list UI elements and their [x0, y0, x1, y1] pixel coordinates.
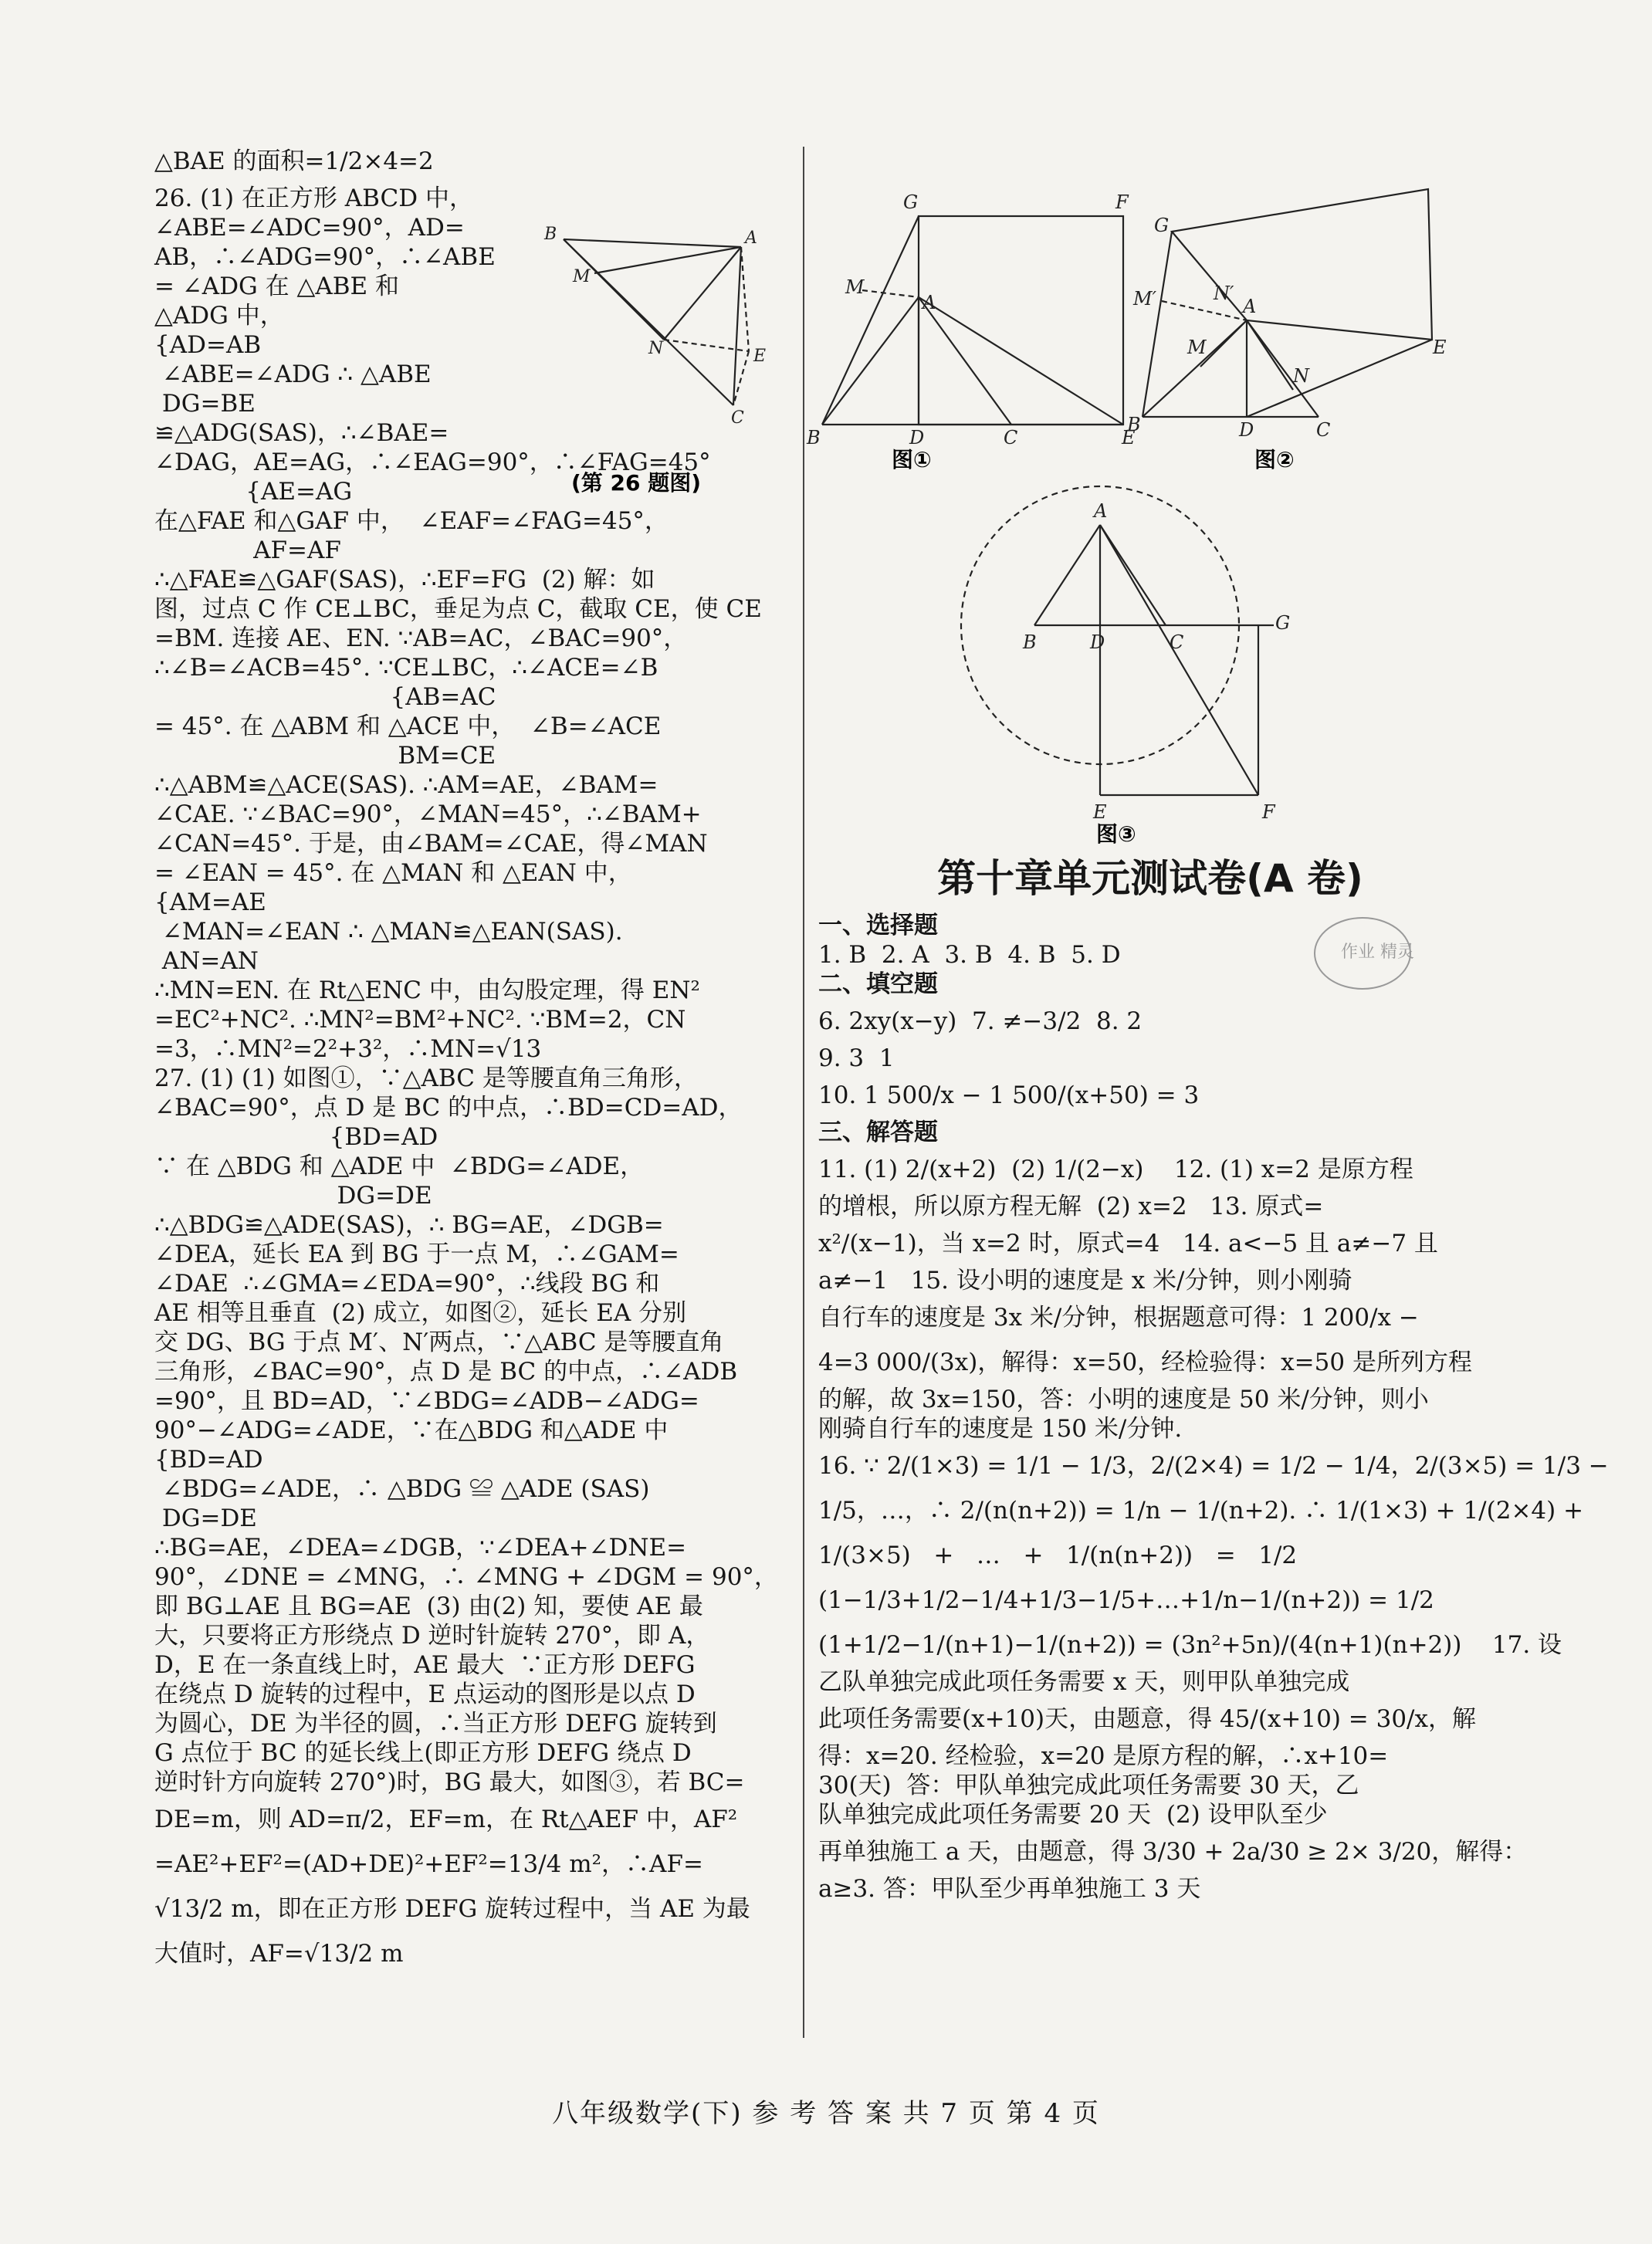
text-line: (1−1/3+1/2−1/4+1/3−1/5+…+1/n−1/(n+2)) = 1/2: [818, 1586, 1434, 1614]
text-line: 大，只要将正方形绕点 D 逆时针旋转 270°，即 A，: [154, 1622, 710, 1650]
figure-caption: 图③: [1096, 821, 1136, 847]
text-line: {BD=AD: [154, 1123, 438, 1151]
text-line: =90°，且 BD=AD，∵∠BDG=∠ADB−∠ADG=: [154, 1387, 699, 1415]
text-line: =EC²+NC². ∴MN²=BM²+NC². ∵BM=2，CN: [154, 1006, 686, 1034]
point-label: G: [903, 191, 919, 213]
point-label: E: [1433, 337, 1447, 358]
text-line: ∴△ABM≌△ACE(SAS). ∴AM=AE，∠BAM=: [154, 771, 658, 799]
chapter-title: 第十章单元测试卷(A 卷): [937, 856, 1363, 901]
text-line: {AE=AG: [154, 478, 353, 506]
text-line: 1/(3×5) + … + 1/(n(n+2)) = 1/2: [818, 1542, 1298, 1569]
text-line: 90°，∠DNE = ∠MNG，∴ ∠MNG + ∠DGM = 90°，: [154, 1563, 778, 1591]
text-line: ∠DAE ∴∠GMA=∠EDA=90°，∴线段 BG 和: [154, 1270, 660, 1298]
text-line: AF=AF: [154, 536, 341, 564]
figure-2: [1127, 185, 1451, 479]
point-label: C: [731, 408, 744, 428]
text-line: = 45°. 在 △ABM 和 △ACE 中， ∠B=∠ACE: [154, 712, 662, 740]
point-label: E: [1122, 427, 1136, 448]
text-line: 6. 2xy(x−y) 7. ≠−3/2 8. 2: [818, 1007, 1143, 1035]
text-line: {AM=AE: [154, 888, 266, 916]
point-label: N′: [1214, 283, 1234, 304]
text-line: ∠MAN=∠EAN ∴ △MAN≌△EAN(SAS).: [154, 918, 623, 946]
text-line: ∠DEA，延长 EA 到 BG 于一点 M，∴∠GAM=: [154, 1240, 679, 1268]
text-line: 1/5，…，∴ 2/(n(n+2)) = 1/n − 1/(n+2). ∴ 1/(1×3) + 1/(2×4) +: [818, 1497, 1584, 1525]
point-label: D: [909, 427, 925, 448]
text-line: 90°−∠ADG=∠ADE，∵在△BDG 和△ADE 中: [154, 1416, 669, 1444]
text-line: ∠BAC=90°，点 D 是 BC 的中点，∴BD=CD=AD，: [154, 1094, 743, 1122]
text-line: 10. 1 500/x − 1 500/(x+50) = 3: [818, 1081, 1200, 1109]
text-line: a≠−1 15. 设小明的速度是 x 米/分钟，则小刚骑: [818, 1267, 1352, 1295]
point-label: B: [544, 225, 557, 244]
text-line: ∴△FAE≌△GAF(SAS)，∴EF=FG (2) 解：如: [154, 566, 655, 594]
text-line: 30(天) 答：甲队单独完成此项任务需要 30 天，乙: [818, 1772, 1359, 1799]
text-line: ∴△BDG≌△ADE(SAS)，∴ BG=AE，∠DGB=: [154, 1211, 664, 1239]
text-line: (1+1/2−1/(n+1)−1/(n+2)) = (3n²+5n)/(4(n+1)(n+2)) 17. 设: [818, 1631, 1562, 1659]
text-line: 刚骑自行车的速度是 150 米/分钟.: [818, 1415, 1183, 1443]
text-line: △BAE 的面积=1/2×4=2: [154, 147, 434, 175]
text-line: 4=3 000/(3x)，解得：x=50，经检验得：x=50 是所列方程: [818, 1349, 1472, 1376]
point-label: A: [922, 292, 936, 313]
text-line: ∵ 在 △BDG 和 △ADE 中 ∠BDG=∠ADE，: [154, 1152, 645, 1180]
text-line: 为圆心，DE 为半径的圆，∴当正方形 DEFG 旋转到: [154, 1710, 717, 1738]
text-line: 图，过点 C 作 CE⊥BC，垂足为点 C，截取 CE，使 CE: [154, 595, 762, 623]
page-footer: 八年级数学(下) 参 考 答 案 共 7 页 第 4 页: [552, 2098, 1100, 2129]
text-line: = ∠EAN = 45°. 在 △MAN 和 △EAN 中，: [154, 859, 632, 887]
point-label: F: [1115, 191, 1129, 213]
figure-caption: (第 26 题图): [571, 470, 702, 496]
point-label: E: [753, 347, 767, 366]
figure-1: [807, 185, 1139, 479]
point-label: B: [1023, 631, 1037, 653]
figure-3: [950, 479, 1305, 845]
text-line: 队单独完成此项任务需要 20 天 (2) 设甲队至少: [818, 1801, 1328, 1829]
point-label: B: [807, 427, 821, 448]
point-label: M: [845, 276, 865, 298]
point-label: G: [1154, 215, 1170, 236]
text-line: △ADG 中，: [154, 302, 284, 330]
text-line: DG=DE: [154, 1504, 257, 1532]
point-label: C: [1316, 419, 1331, 441]
stamp-text: 作业 精灵: [1341, 943, 1414, 962]
text-line: ∴∠B=∠ACB=45°. ∵CE⊥BC，∴∠ACE=∠B: [154, 654, 658, 682]
text-line: AN=AN: [154, 947, 259, 975]
text-line: 自行车的速度是 3x 米/分钟，根据题意可得：1 200/x −: [818, 1304, 1419, 1332]
text-line: DG=DE: [154, 1182, 432, 1210]
text-line: DG=BE: [154, 390, 256, 418]
text-line: = ∠ADG 在 △ABE 和: [154, 272, 400, 300]
text-line: 16. ∵ 2/(1×3) = 1/1 − 1/3，2/(2×4) = 1/2 − 1/4，2/(3×5) = 1/3 −: [818, 1452, 1609, 1480]
text-line: 三角形，∠BAC=90°，点 D 是 BC 的中点，∴∠ADB: [154, 1358, 738, 1386]
text-line: 大值时，AF=√13/2 m: [154, 1940, 404, 1968]
text-line: AB，∴∠ADG=90°，∴∠ABE: [154, 243, 496, 271]
point-label: C: [1004, 427, 1018, 448]
text-line: 26. (1) 在正方形 ABCD 中，: [154, 184, 473, 212]
text-line: 在△FAE 和△GAF 中， ∠EAF=∠FAG=45°，: [154, 507, 669, 535]
text-line: 再单独施工 a 天，由题意，得 3/30 + 2a/30 ≥ 2× 3/20，解得：: [818, 1838, 1528, 1866]
text-line: BM=CE: [154, 742, 496, 770]
text-line: a≥3. 答：甲队至少再单独施工 3 天: [818, 1875, 1201, 1903]
point-label: N: [1293, 365, 1309, 387]
text-line: 乙队单独完成此项任务需要 x 天，则甲队单独完成: [818, 1668, 1350, 1696]
text-line: 即 BG⊥AE 且 BG=AE (3) 由(2) 知，要使 AE 最: [154, 1592, 703, 1620]
point-label: F: [1262, 801, 1275, 823]
figure-caption: 图①: [892, 447, 932, 472]
text-line: ∠ABE=∠ADG ∴ △ABE: [154, 360, 432, 388]
section-heading: 三、解答题: [818, 1119, 938, 1146]
text-line: 1. B 2. A 3. B 4. B 5. D: [818, 941, 1121, 969]
point-label: C: [1170, 631, 1184, 653]
text-line: 11. (1) 2/(x+2) (2) 1/(2−x) 12. (1) x=2 是原方程: [818, 1156, 1413, 1183]
point-label: B: [1127, 414, 1141, 435]
text-line: 逆时针方向旋转 270°)时，BG 最大，如图③，若 BC=: [154, 1768, 745, 1796]
point-label: E: [1093, 801, 1107, 823]
column-divider: [803, 147, 804, 2038]
point-label: N: [648, 339, 664, 358]
text-line: {AB=AC: [154, 683, 496, 711]
text-line: 交 DG、BG 于点 M′、N′两点，∵△ABC 是等腰直角: [154, 1328, 724, 1356]
text-line: ∠BDG=∠ADE，∴ △BDG ≌ △ADE (SAS): [154, 1475, 650, 1503]
text-line: 的增根，所以原方程无解 (2) x=2 13. 原式=: [818, 1193, 1324, 1220]
text-line: AE 相等且垂直 (2) 成立，如图②，延长 EA 分别: [154, 1299, 687, 1327]
point-label: G: [1275, 612, 1291, 634]
text-line: ≌△ADG(SAS)，∴∠BAE=: [154, 419, 449, 447]
text-line: 9. 3 1: [818, 1044, 895, 1072]
point-label: M′: [1133, 288, 1157, 310]
point-label: M: [573, 267, 591, 286]
text-line: 27. (1) (1) 如图①，∵△ABC 是等腰直角三角形，: [154, 1064, 698, 1092]
text-line: ∠DAG，AE=AG，∴∠EAG=90°，∴∠FAG=45°: [154, 448, 711, 476]
figure-caption: 图②: [1254, 447, 1295, 472]
text-line: ∠ABE=∠ADC=90°，AD=: [154, 214, 465, 242]
point-label: A: [745, 228, 757, 248]
text-line: =3，∴MN²=2²+3²，∴MN=√13: [154, 1035, 542, 1063]
text-line: ∴BG=AE，∠DEA=∠DGB，∵∠DEA+∠DNE=: [154, 1534, 687, 1562]
text-line: 在绕点 D 旋转的过程中，E 点运动的图形是以点 D: [154, 1680, 696, 1708]
section-heading: 二、填空题: [818, 970, 938, 998]
right-column: [818, 911, 1609, 1904]
text-line: 的解，故 3x=150，答：小明的速度是 50 米/分钟，则小: [818, 1386, 1429, 1413]
text-line: D，E 在一条直线上时，AE 最大 ∵正方形 DEFG: [154, 1651, 696, 1679]
text-line: 此项任务需要(x+10)天，由题意，得 45/(x+10) = 30/x，解: [818, 1705, 1476, 1733]
text-line: =AE²+EF²=(AD+DE)²+EF²=13/4 m²，∴AF=: [154, 1850, 703, 1878]
section-heading: 一、选择题: [818, 912, 938, 939]
text-line: √13/2 m，即在正方形 DEFG 旋转过程中，当 AE 为最: [154, 1895, 750, 1923]
text-line: DE=m，则 AD=π/2，EF=m，在 Rt△AEF 中，AF²: [154, 1806, 738, 1833]
point-label: A: [1243, 296, 1257, 317]
text-line: 得：x=20. 经检验，x=20 是原方程的解，∴x+10=: [818, 1742, 1389, 1770]
text-line: x²/(x−1)，当 x=2 时，原式=4 14. a<−5 且 a≠−7 且: [818, 1230, 1438, 1257]
figure-26: [540, 216, 803, 494]
point-label: D: [1239, 419, 1254, 441]
point-label: A: [1094, 500, 1108, 522]
text-line: {BD=AD: [154, 1446, 263, 1474]
text-line: {AD=AB: [154, 331, 262, 359]
point-label: M: [1187, 337, 1207, 358]
text-line: G 点位于 BC 的延长线上(即正方形 DEFG 绕点 D: [154, 1739, 692, 1767]
text-line: ∠CAE. ∵∠BAC=90°，∠MAN=45°，∴∠BAM+: [154, 800, 702, 828]
point-label: D: [1090, 631, 1105, 653]
text-line: ∠CAN=45°. 于是，由∠BAM=∠CAE，得∠MAN: [154, 830, 708, 858]
text-line: =BM. 连接 AE、EN. ∵AB=AC，∠BAC=90°，: [154, 624, 688, 652]
text-line: ∴MN=EN. 在 Rt△ENC 中，由勾股定理，得 EN²: [154, 976, 700, 1004]
